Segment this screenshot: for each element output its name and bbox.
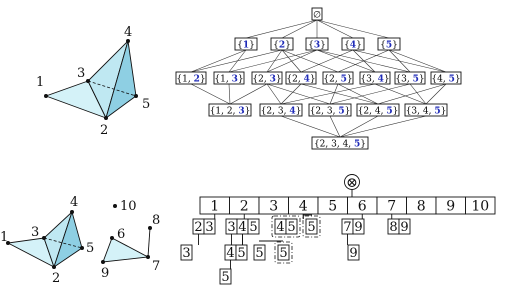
vertex-label-5: 5 xyxy=(86,241,95,256)
tree-cell-label: 7 xyxy=(343,220,352,235)
tree-child-group xyxy=(254,245,265,261)
lattice-node-label xyxy=(360,74,389,84)
tree-child-group xyxy=(303,216,320,237)
set-last-element: 5 xyxy=(385,40,393,51)
vertex-dot xyxy=(86,79,90,83)
set-suffix: } xyxy=(244,106,251,117)
lattice-edge xyxy=(267,84,281,104)
vertex-dot xyxy=(110,236,114,240)
set-prefix: { xyxy=(380,40,386,51)
edge-7-8 xyxy=(148,228,150,257)
lattice-node-label xyxy=(314,139,366,149)
tree-child-groups xyxy=(181,216,410,285)
lattice-edge xyxy=(340,116,378,137)
lattice-edge xyxy=(330,84,338,104)
vertex-dot xyxy=(52,265,56,269)
set-prefix: { xyxy=(237,40,243,51)
set-suffix: } xyxy=(199,74,206,85)
set-prefix: {2, xyxy=(286,74,304,85)
vertex-label-9: 9 xyxy=(101,266,110,281)
tree-top-cell xyxy=(318,197,348,215)
lattice-node xyxy=(342,38,364,50)
vertex-label-2: 2 xyxy=(52,271,61,286)
vertex-dot xyxy=(42,236,46,240)
root-symbol: ⊗ xyxy=(346,175,358,191)
tree-child-group xyxy=(275,242,292,263)
lattice-edge xyxy=(230,84,267,104)
simplicial-complex-top xyxy=(36,25,150,138)
set-suffix: } xyxy=(249,40,255,51)
tree-cell-label: 8 xyxy=(389,220,398,235)
tree-child-group xyxy=(348,245,359,261)
vertex-dot xyxy=(44,94,48,98)
lattice-node-label xyxy=(273,40,291,50)
lattice-nodes xyxy=(176,8,461,149)
vertex-label-3: 3 xyxy=(31,225,40,240)
tree-cell-label: 8 xyxy=(416,198,426,215)
lattice-node-label xyxy=(214,74,243,84)
lattice-node xyxy=(260,104,302,116)
set-prefix: {3, xyxy=(360,74,378,85)
set-suffix: } xyxy=(418,74,425,85)
lattice-node xyxy=(312,8,322,20)
tree-cell-label: 6 xyxy=(357,198,367,215)
set-last-element: 5 xyxy=(412,74,419,85)
lattice-node-label xyxy=(380,40,398,50)
set-last-element: 5 xyxy=(386,106,393,117)
lattice-node xyxy=(360,72,390,84)
tree-top-cell xyxy=(348,197,378,215)
tree-cell-label: 4 xyxy=(226,246,235,261)
tree-cell-label: 4 xyxy=(298,198,308,215)
lattice-node xyxy=(357,104,399,116)
lattice-node xyxy=(405,104,447,116)
set-prefix: { xyxy=(273,40,279,51)
simplicial-complex-bottom xyxy=(0,195,160,286)
lattice-node-label: ∅ xyxy=(313,10,321,21)
vertex-label-3: 3 xyxy=(77,66,86,81)
set-last-element: 5 xyxy=(434,106,441,117)
lattice-edge xyxy=(330,84,410,104)
lattice-edge xyxy=(246,20,317,38)
tree-cell-label: 2 xyxy=(194,220,203,235)
lattice-node xyxy=(176,72,206,84)
vertex-label-2: 2 xyxy=(100,123,109,138)
lattice-edge xyxy=(317,20,353,38)
tree-child-group xyxy=(225,245,247,261)
tree-cell-label: 2 xyxy=(239,198,249,215)
set-last-element: 3 xyxy=(269,74,276,85)
lattice-node-label xyxy=(210,106,251,116)
lattice-node-label xyxy=(308,40,326,50)
set-suffix: } xyxy=(346,74,353,85)
set-prefix: {2, 3, xyxy=(260,106,290,117)
tree-cell-label: 7 xyxy=(387,198,397,215)
set-suffix: } xyxy=(309,74,316,85)
set-suffix: } xyxy=(344,106,351,117)
lattice-edge xyxy=(281,84,375,104)
set-last-element: 3 xyxy=(313,40,321,51)
lattice-edge xyxy=(229,50,317,72)
vertex-dot xyxy=(113,204,117,208)
tree-child-group xyxy=(342,219,364,235)
lattice-node-label xyxy=(310,106,351,116)
tree-cell-label: 5 xyxy=(255,246,264,261)
vertex-dot xyxy=(104,116,108,120)
set-suffix: } xyxy=(356,40,362,51)
vertex-dot xyxy=(80,246,84,250)
tree-top-cell xyxy=(466,197,496,215)
lattice-node-label xyxy=(406,106,447,116)
set-prefix: {2, 4, xyxy=(357,106,387,117)
tree-child-group xyxy=(193,219,215,235)
lattice-node xyxy=(395,72,425,84)
vertex-label-10: 10 xyxy=(120,199,137,214)
lattice-edge xyxy=(191,50,282,72)
vertex-dot xyxy=(134,94,138,98)
tree-cell-label: 3 xyxy=(269,198,279,215)
tree-top-cell xyxy=(436,197,466,215)
lattice-node xyxy=(306,38,328,50)
tree-child-group xyxy=(226,219,259,235)
lattice-edge xyxy=(317,20,389,38)
tree-cell-label: 5 xyxy=(237,246,246,261)
lattice-node xyxy=(286,72,316,84)
vertex-label-1: 1 xyxy=(0,230,9,245)
set-last-element: 4 xyxy=(349,40,357,51)
lattice-node xyxy=(323,72,353,84)
lattice-edge xyxy=(191,84,230,104)
set-prefix: { xyxy=(308,40,314,51)
vertex-dot xyxy=(146,255,150,259)
set-prefix: {2, xyxy=(323,74,341,85)
tree-cell-label: 5 xyxy=(328,198,338,215)
lattice-node-label xyxy=(323,74,352,84)
lattice-edge xyxy=(282,20,317,38)
vertex-dot xyxy=(70,210,74,214)
tree-top-cell xyxy=(377,197,407,215)
root-node xyxy=(345,175,360,192)
tree-top-cell xyxy=(407,197,437,215)
tree-child-group xyxy=(272,216,300,237)
tree-cell-label: 10 xyxy=(471,198,490,215)
tree-top-cell xyxy=(289,197,319,215)
lattice-node-label xyxy=(237,40,255,50)
vertex-label-1: 1 xyxy=(36,75,45,90)
tree-top-row xyxy=(200,197,495,215)
lattice-edge xyxy=(301,84,378,104)
lattice-node xyxy=(271,38,293,50)
set-suffix: } xyxy=(275,74,282,85)
set-suffix: } xyxy=(454,74,461,85)
lattice-edge xyxy=(389,50,446,72)
set-last-element: 2 xyxy=(278,40,286,51)
vertex-label-4: 4 xyxy=(70,195,79,210)
vertex-label-6: 6 xyxy=(117,227,126,242)
tree-cell-label: 3 xyxy=(182,246,191,261)
lattice-edge xyxy=(281,116,340,137)
tree-child-group xyxy=(388,219,410,235)
lattice-edge xyxy=(338,84,378,104)
tree-child-group xyxy=(181,245,192,261)
lattice-node xyxy=(431,72,461,84)
tree-cell-label: 5 xyxy=(249,220,258,235)
vertex-dot xyxy=(101,260,105,264)
tree-cell-label: 5 xyxy=(221,270,230,285)
tree-child-group xyxy=(220,269,231,285)
set-last-element: 4 xyxy=(303,74,310,85)
lattice-node-label xyxy=(395,74,424,84)
set-last-element: 4 xyxy=(289,106,296,117)
lattice-node xyxy=(312,137,368,149)
set-prefix: { xyxy=(344,40,350,51)
vertex-label-7: 7 xyxy=(152,259,161,274)
set-prefix: {3, xyxy=(395,74,413,85)
tree-cell-label: 9 xyxy=(354,220,363,235)
set-suffix: } xyxy=(320,40,326,51)
set-prefix: {2, 3, 4, xyxy=(313,139,355,150)
tree-top-cell xyxy=(259,197,289,215)
vertex-label-5: 5 xyxy=(142,97,151,112)
tree-cell-label: 5 xyxy=(307,220,316,235)
set-suffix: } xyxy=(360,139,367,150)
set-last-element: 5 xyxy=(448,74,455,85)
vertex-label-8: 8 xyxy=(152,213,161,228)
set-suffix: } xyxy=(295,106,302,117)
lattice-edge xyxy=(389,50,410,72)
lattice-node xyxy=(209,104,251,116)
lattice-node-label xyxy=(176,74,205,84)
set-suffix: } xyxy=(392,106,399,117)
lattice-node xyxy=(252,72,282,84)
lattice-node xyxy=(309,104,351,116)
lattice-node-label xyxy=(358,106,399,116)
tree-cell-label: 1 xyxy=(210,198,220,215)
face-lattice xyxy=(176,8,461,149)
set-prefix: {2, 3, xyxy=(309,106,339,117)
lattice-node-label xyxy=(261,106,302,116)
triangle-6-7-9 xyxy=(103,238,148,262)
set-last-element: 4 xyxy=(377,74,384,85)
lattice-edge xyxy=(229,84,230,104)
tree-cell-label: 9 xyxy=(400,220,409,235)
set-last-element: 3 xyxy=(231,74,238,85)
tree-cell-label: 3 xyxy=(227,220,236,235)
set-suffix: } xyxy=(440,106,447,117)
set-last-element: 3 xyxy=(238,106,245,117)
simplex-tree xyxy=(181,175,495,286)
set-suffix: } xyxy=(383,74,390,85)
lattice-node-label xyxy=(286,74,315,84)
set-prefix: {1, xyxy=(214,74,232,85)
tree-cell-label: 5 xyxy=(279,246,288,261)
set-prefix: {4, xyxy=(431,74,449,85)
set-suffix: } xyxy=(237,74,244,85)
lattice-node xyxy=(378,38,400,50)
set-last-element: 5 xyxy=(338,106,345,117)
tree-cell-label: 9 xyxy=(446,198,456,215)
set-last-element: 1 xyxy=(242,40,250,51)
set-prefix: {1, xyxy=(176,74,194,85)
set-last-element: 5 xyxy=(354,139,361,150)
tree-top-cell xyxy=(230,197,260,215)
set-suffix: } xyxy=(392,40,398,51)
vertex-label-4: 4 xyxy=(124,25,133,40)
lattice-edge xyxy=(340,116,426,137)
lattice-node xyxy=(235,38,257,50)
set-last-element: 5 xyxy=(340,74,347,85)
lattice-node-label xyxy=(252,74,281,84)
tree-cell-label: 3 xyxy=(205,220,214,235)
lattice-node-label xyxy=(344,40,362,50)
tree-cell-label: 4 xyxy=(276,220,285,235)
set-prefix: {1, 2, xyxy=(209,106,239,117)
set-prefix: {3, 4, xyxy=(405,106,435,117)
tree-cell-label: 9 xyxy=(349,246,358,261)
lattice-node-label xyxy=(431,74,460,84)
tree-cell-label: 4 xyxy=(238,220,247,235)
tree-cell-label: 5 xyxy=(287,220,296,235)
set-suffix: } xyxy=(285,40,291,51)
set-prefix: {2, xyxy=(252,74,270,85)
lattice-edge xyxy=(267,84,330,104)
set-last-element: 2 xyxy=(193,74,200,85)
tree-top-cell xyxy=(200,197,230,215)
lattice-node xyxy=(214,72,244,84)
